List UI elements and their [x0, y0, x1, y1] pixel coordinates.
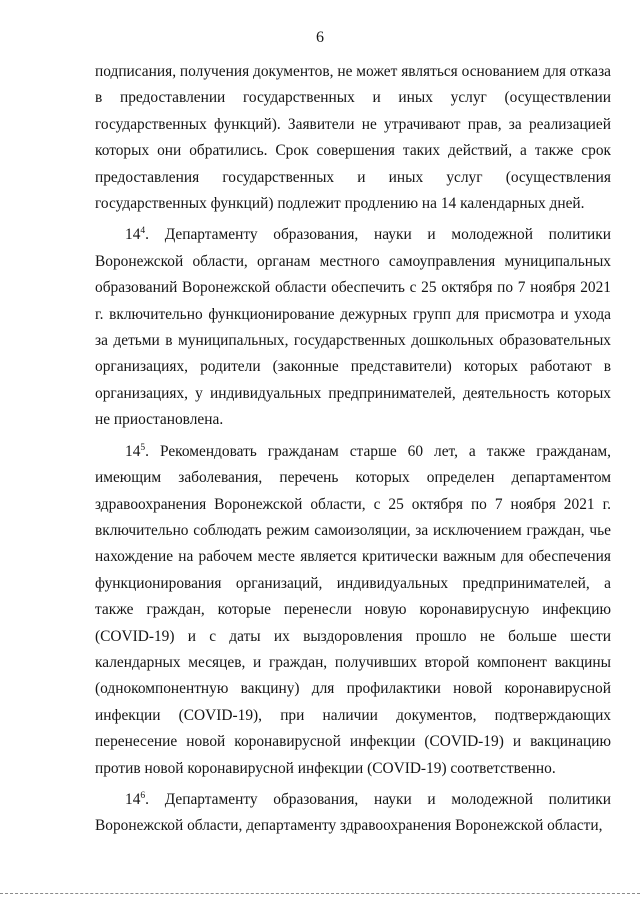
section-number: [125, 443, 145, 460]
paragraph-text: подписания, получения документов, не может являться основанием для отказа в предоставлении государственных и иных услуг (осуществлении государственных функций). Заявители не утрачивают прав, за реализацией которых они обратились. Срок совершения таких действий, а также срок предоставления государственных и иных услуг (осуществления государственных функций) подлежит продлению на 14 календарных дней.: [95, 63, 611, 213]
paragraph-text: . Департаменту образования, науки и молодежной политики Воронежской области, органам местного самоуправления муниципальных образований Воронежской области обеспечить с 25 октября по 7 ноября 2021 г. включительно функционирование дежурных групп для присмотра и ухода за детьми в муниципальных, государственных дошкольных образовательных организациях, родители (законные представители) которых работают в организациях, у индивидуальных предпринимателей, деятельность которых не приостановлена.: [95, 226, 611, 429]
section-number-superscript: 5: [140, 442, 146, 453]
section-number-base: 14: [125, 226, 141, 244]
paragraph-text: . Департаменту образования, науки и молодежной политики Воронежской области, департаменту здравоохранения Воронежской области,: [95, 790, 611, 835]
document-body: [95, 59, 611, 840]
section-number-superscript: 6: [140, 790, 146, 801]
paragraph-14-5: [95, 439, 611, 782]
page-number: 6: [316, 29, 324, 46]
section-number: [125, 226, 145, 243]
scan-bottom-edge: [0, 893, 640, 894]
paragraph-14-6: [95, 787, 611, 840]
paragraph-14-4: [95, 222, 611, 433]
section-number-base: 14: [125, 442, 141, 460]
section-number-superscript: 4: [140, 226, 146, 237]
section-number: [125, 791, 145, 808]
section-number-base: 14: [125, 790, 141, 808]
paragraph-continuation: [95, 59, 611, 217]
paragraph-text: . Рекомендовать гражданам старше 60 лет, а также гражданам, имеющим заболевания, перечень которых определен департаментом здравоохранения Воронежской области, с 25 октября по 7 ноября 2021 г. включительно соблюдать режим самоизоляции, за исключением граждан, чье нахождение на рабочем месте является критически важным для обеспечения функционирования организаций, индивидуальных предпринимателей, а также граждан, которые перенесли новую коронавирусную инфекцию (COVID-19) и с даты их выздоровления прошло не больше шести календарных месяцев, и граждан, получивших второй компонент вакцины (однокомпонентную вакцину) для профилактики новой коронавирусной инфекции (COVID-19), при наличии документов, подтверждающих перенесение новой коронавирусной инфекции (COVID-19) и вакцинацию против новой коронавирусной инфекции (COVID-19) соответственно.: [95, 442, 611, 777]
